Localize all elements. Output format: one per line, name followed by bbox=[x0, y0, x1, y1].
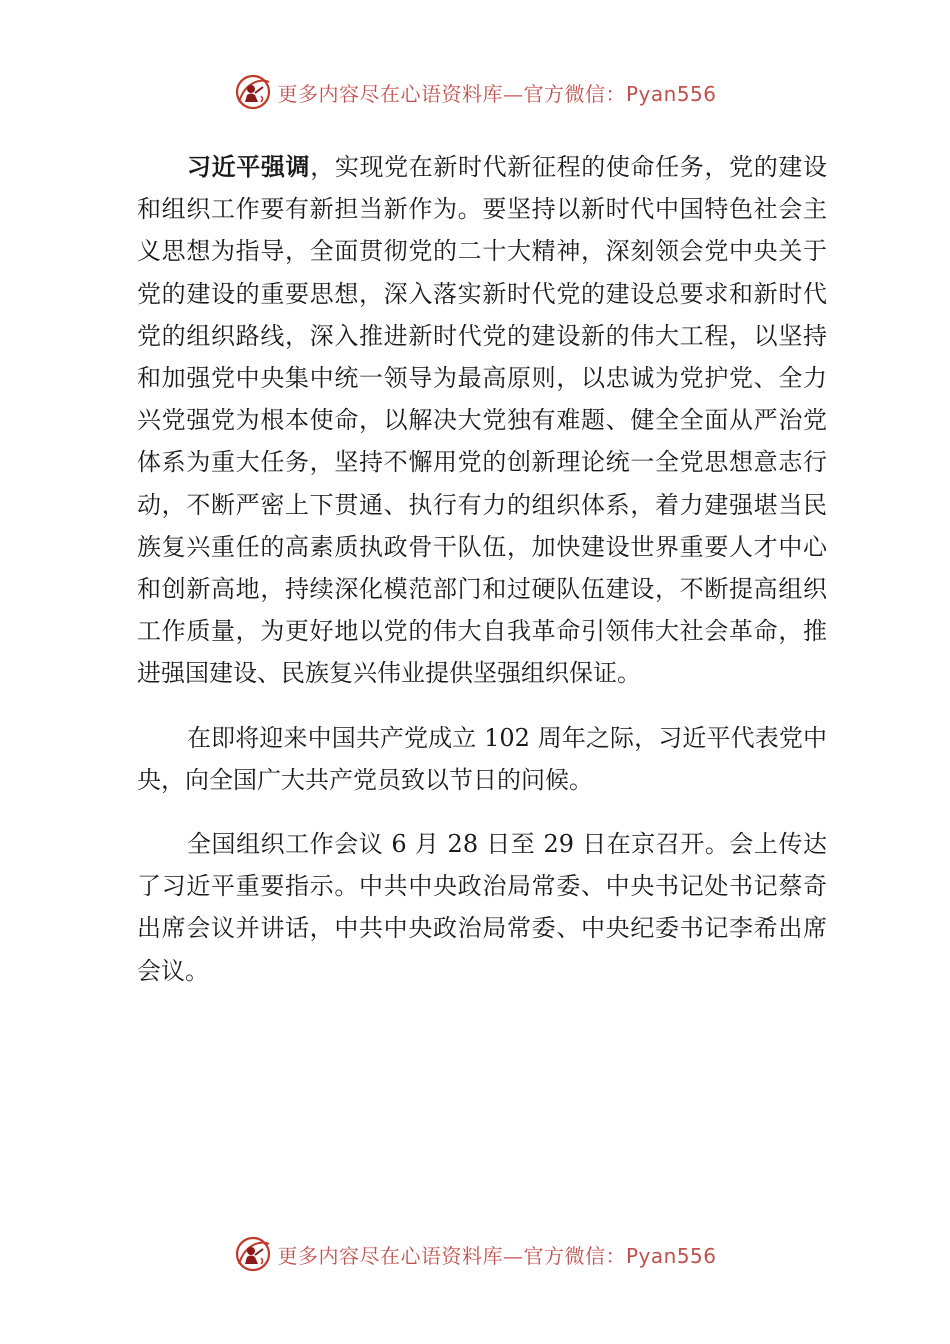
footer-banner bbox=[0, 1232, 950, 1276]
paragraph-2-body: 在即将迎来中国共产党成立 102 周年之际，习近平代表党中央，向全国广大共产党员致以节日的问候。 bbox=[137, 723, 827, 794]
paragraph-3-body: 全国组织工作会议 6 月 28 日至 29 日在京召开。会上传达了习近平重要指示。中共中央政治局常委、中央书记处书记蔡奇出席会议并讲话，中共中央政治局常委、中央纪委书记李希出席会议。 bbox=[137, 830, 827, 985]
paragraph-1 bbox=[137, 146, 827, 695]
header-banner-main: 更多内容尽在心语资料库—官方微信： bbox=[277, 81, 626, 106]
speaker-silhouette-logo-icon bbox=[233, 72, 273, 112]
footer-banner-main: 更多内容尽在心语资料库—官方微信： bbox=[277, 1243, 626, 1268]
paragraph-1-body: ，实现党在新时代新征程的使命任务，党的建设和组织工作要有新担当新作为。要坚持以新时代中国特色社会主义思想为指导，全面贯彻党的二十大精神，深刻领会党中央关于党的建设的重要思想，深入落实新时代党的建设总要求和新时代党的组织路线，深入推进新时代党的建设新的伟大工程，以坚持和加强党中央集中统一领导为最高原则，以忠诚为党护党、全力兴党强党为根本使命，以解决大党独有难题、健全全面从严治党体系为重大任务，坚持不懈用党的创新理论统一全党思想意志行动，不断严密上下贯通、执行有力的组织体系，着力建强堪当民族复兴重任的高素质执政骨干队伍，加快建设世界重要人才中心和创新高地，持续深化模范部门和过硬队伍建设，不断提高组织工作质量，为更好地以党的伟大自我革命引领伟大社会革命，推进强国建设、民族复兴伟业提供坚强组织保证。 bbox=[137, 153, 828, 688]
paragraph-3 bbox=[137, 823, 827, 992]
speaker-silhouette-logo-icon bbox=[233, 1234, 273, 1274]
header-banner-text bbox=[277, 78, 716, 107]
footer-banner-wechat-id: Pyan556 bbox=[625, 1243, 717, 1268]
footer-banner-text bbox=[277, 1240, 716, 1269]
header-banner bbox=[0, 70, 950, 114]
header-banner-wechat-id: Pyan556 bbox=[625, 81, 717, 106]
paragraph-2 bbox=[137, 717, 827, 801]
document-body bbox=[137, 146, 827, 1014]
paragraph-1-lead: 习近平强调 bbox=[187, 153, 311, 181]
